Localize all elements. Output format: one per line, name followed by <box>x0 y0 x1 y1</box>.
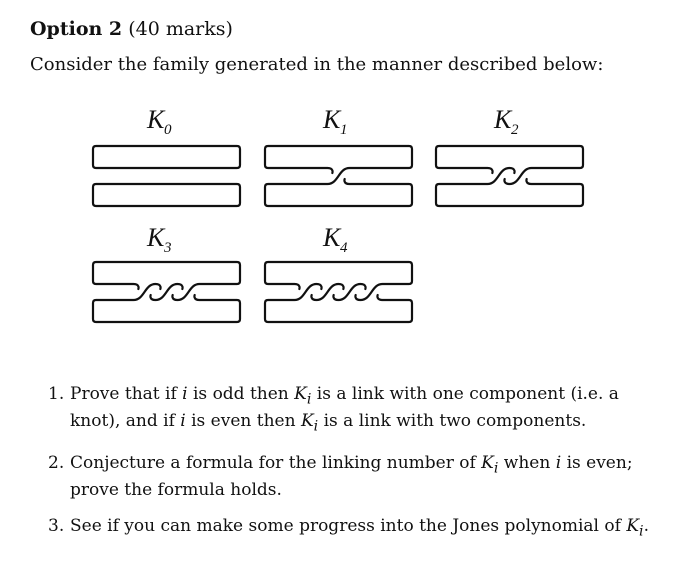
option-title: Option 2 <box>30 18 123 40</box>
knot-label-subscript: 3 <box>164 240 172 256</box>
knot-label: K <box>323 223 341 252</box>
question-text: Conjecture a formula for the linking number of $K_i$ when i is even; prove the formula holds. <box>70 452 633 501</box>
question-item-1 <box>48 383 660 438</box>
knot-diagram-k2 <box>436 105 583 206</box>
question-text: Prove that if i is odd then $K_i$ is a link with one component (i.e. a knot), and if i is even then $K_i$ is a link with two components. <box>70 384 619 435</box>
knot-diagram-k4 <box>265 223 412 322</box>
knot-label-subscript: 2 <box>511 122 519 138</box>
knot-strand <box>436 146 583 206</box>
knot-diagram-k0 <box>93 105 240 206</box>
knot-label-subscript: 1 <box>340 122 348 138</box>
question-text: See if you can make some progress into the Jones polynomial of $K_i$. <box>70 516 649 540</box>
question-item-3 <box>48 515 660 542</box>
knot-strand <box>265 262 412 322</box>
question-list <box>48 383 660 557</box>
knot-label: K <box>147 105 165 134</box>
question-number: 1. <box>48 384 65 404</box>
knot-strand <box>93 146 240 206</box>
question-number: 2. <box>48 452 65 473</box>
knot-diagram-k1 <box>265 105 412 206</box>
option-marks: (40 marks) <box>128 18 233 40</box>
question-item-2 <box>48 452 660 501</box>
knot-label-subscript: 4 <box>340 240 348 256</box>
question-number: 3. <box>48 516 65 537</box>
knot-diagram-k3 <box>93 223 240 322</box>
knot-label: K <box>147 223 165 252</box>
intro-text: Consider the family generated in the manner described below: <box>30 54 604 75</box>
knot-strand <box>93 262 240 322</box>
knot-label-subscript: 0 <box>164 122 172 138</box>
knot-label: K <box>494 105 512 134</box>
knot-label: K <box>323 105 341 134</box>
knot-strand <box>265 146 412 206</box>
